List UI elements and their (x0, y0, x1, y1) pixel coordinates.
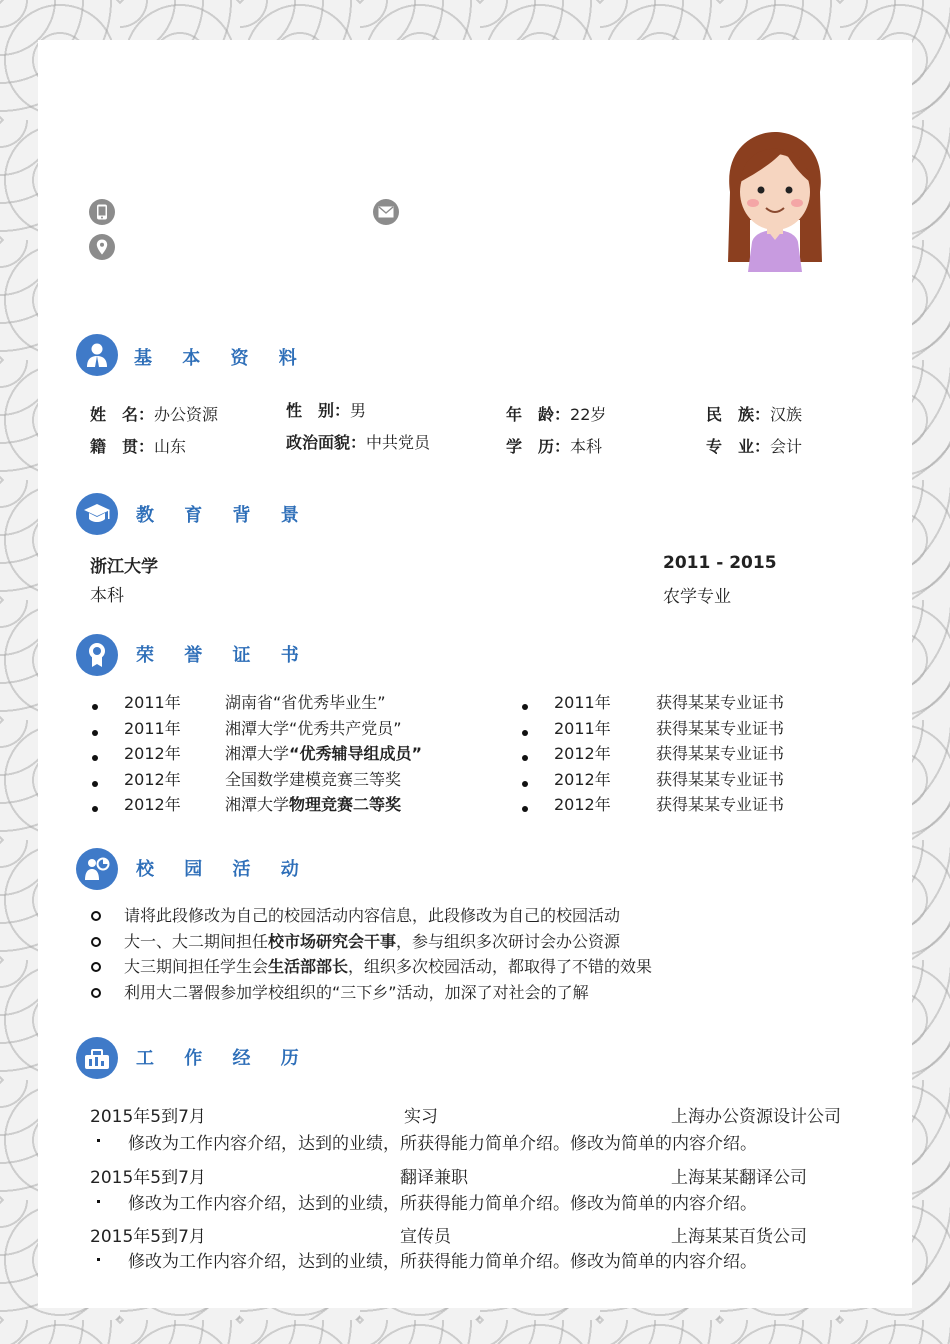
email-icon (373, 199, 399, 225)
bullet (522, 781, 528, 787)
resume-page (38, 40, 912, 1308)
section-education-title: 教 育 背 景 (136, 505, 311, 526)
bullet (522, 704, 528, 710)
bullet (91, 911, 101, 921)
section-education-icon (76, 493, 118, 535)
info-major: 专 业：会计 (706, 437, 803, 456)
honor-year: 2012年 (554, 770, 611, 789)
bullet (92, 781, 98, 787)
phone-icon (89, 199, 115, 225)
bullet (92, 704, 98, 710)
bullet (92, 730, 98, 736)
section-basic-icon (76, 334, 118, 376)
campus-item: 请将此段修改为自己的校园活动内容信息，此段修改为自己的校园活动 (124, 906, 621, 925)
honor-year: 2012年 (554, 744, 611, 763)
bullet (522, 730, 528, 736)
section-campus-title: 校 园 活 动 (136, 859, 311, 880)
section-honors-title: 荣 誉 证 书 (136, 645, 311, 666)
honor-year: 2011年 (124, 693, 181, 712)
bullet (91, 988, 101, 998)
honor-text: 获得某某专业证书 (656, 744, 785, 763)
campus-item: 大三期间担任学生会生活部部长，组织多次校园活动，都取得了不错的效果 (124, 957, 653, 976)
education-school: 浙江大学 (90, 557, 158, 577)
info-gender: 性 别：男 (286, 401, 367, 420)
work-company: 上海某某翻译公司 (671, 1168, 807, 1188)
honor-text: 湘潭大学物理竞赛二等奖 (225, 795, 402, 814)
honor-text: 湘潭大学“优秀辅导组成员” (225, 744, 423, 763)
work-desc: 修改为工作内容介绍，达到的业绩，所获得能力简单介绍。修改为简单的内容介绍。 (128, 1134, 757, 1154)
section-honors-icon (76, 634, 118, 676)
info-name: 姓 名：办公资源 (90, 405, 219, 424)
bullet (522, 755, 528, 761)
honor-text: 湘潭大学“优秀共产党员” (225, 719, 402, 738)
honor-text: 获得某某专业证书 (656, 770, 785, 789)
work-company: 上海某某百货公司 (671, 1227, 807, 1247)
info-ethnicity: 民 族：汉族 (706, 405, 803, 424)
honor-text: 湖南省“省优秀毕业生” (225, 693, 386, 712)
bullet (522, 806, 528, 812)
bullet (97, 1139, 100, 1142)
honor-text: 获得某某专业证书 (656, 795, 785, 814)
section-basic-title: 基 本 资 料 (134, 348, 309, 369)
bullet (91, 937, 101, 947)
honor-year: 2012年 (124, 744, 181, 763)
honor-year: 2011年 (554, 693, 611, 712)
education-major: 农学专业 (663, 587, 731, 607)
section-work-icon (76, 1037, 118, 1079)
section-campus-icon (76, 848, 118, 890)
campus-item: 大一、大二期间担任校市场研究会干事，参与组织多次研讨会办公资源 (124, 932, 621, 951)
honor-year: 2012年 (124, 770, 181, 789)
work-company: 上海办公资源设计公司 (671, 1107, 841, 1127)
section-work-title: 工 作 经 历 (136, 1048, 311, 1069)
work-date: 2015年5到7月 (90, 1168, 206, 1188)
bullet (91, 962, 101, 972)
honor-year: 2012年 (554, 795, 611, 814)
honor-text: 全国数学建模竞赛三等奖 (225, 770, 402, 789)
bullet (97, 1258, 100, 1261)
info-political-status: 政治面貌：中共党员 (286, 433, 431, 452)
work-role: 宣传员 (400, 1227, 451, 1247)
bullet (92, 755, 98, 761)
honor-year: 2011年 (124, 719, 181, 738)
work-desc: 修改为工作内容介绍，达到的业绩，所获得能力简单介绍。修改为简单的内容介绍。 (128, 1194, 757, 1214)
honor-year: 2012年 (124, 795, 181, 814)
honor-text: 获得某某专业证书 (656, 719, 785, 738)
work-date: 2015年5到7月 (90, 1107, 206, 1127)
info-hometown: 籍 贯：山东 (90, 437, 187, 456)
work-desc: 修改为工作内容介绍，达到的业绩，所获得能力简单介绍。修改为简单的内容介绍。 (128, 1252, 757, 1272)
info-age: 年 龄：22岁 (506, 405, 607, 424)
bullet (92, 806, 98, 812)
work-date: 2015年5到7月 (90, 1227, 206, 1247)
work-role: 翻译兼职 (400, 1168, 468, 1188)
honor-text: 获得某某专业证书 (656, 693, 785, 712)
education-period: 2011 - 2015 (663, 553, 777, 573)
bullet (97, 1200, 100, 1203)
info-education: 学 历：本科 (506, 437, 603, 456)
location-icon (89, 234, 115, 260)
work-role: 实习 (404, 1107, 438, 1127)
education-degree: 本科 (90, 586, 124, 606)
honor-year: 2011年 (554, 719, 611, 738)
avatar (722, 130, 828, 275)
campus-item: 利用大二署假参加学校组织的“三下乡”活动，加深了对社会的了解 (124, 983, 589, 1002)
